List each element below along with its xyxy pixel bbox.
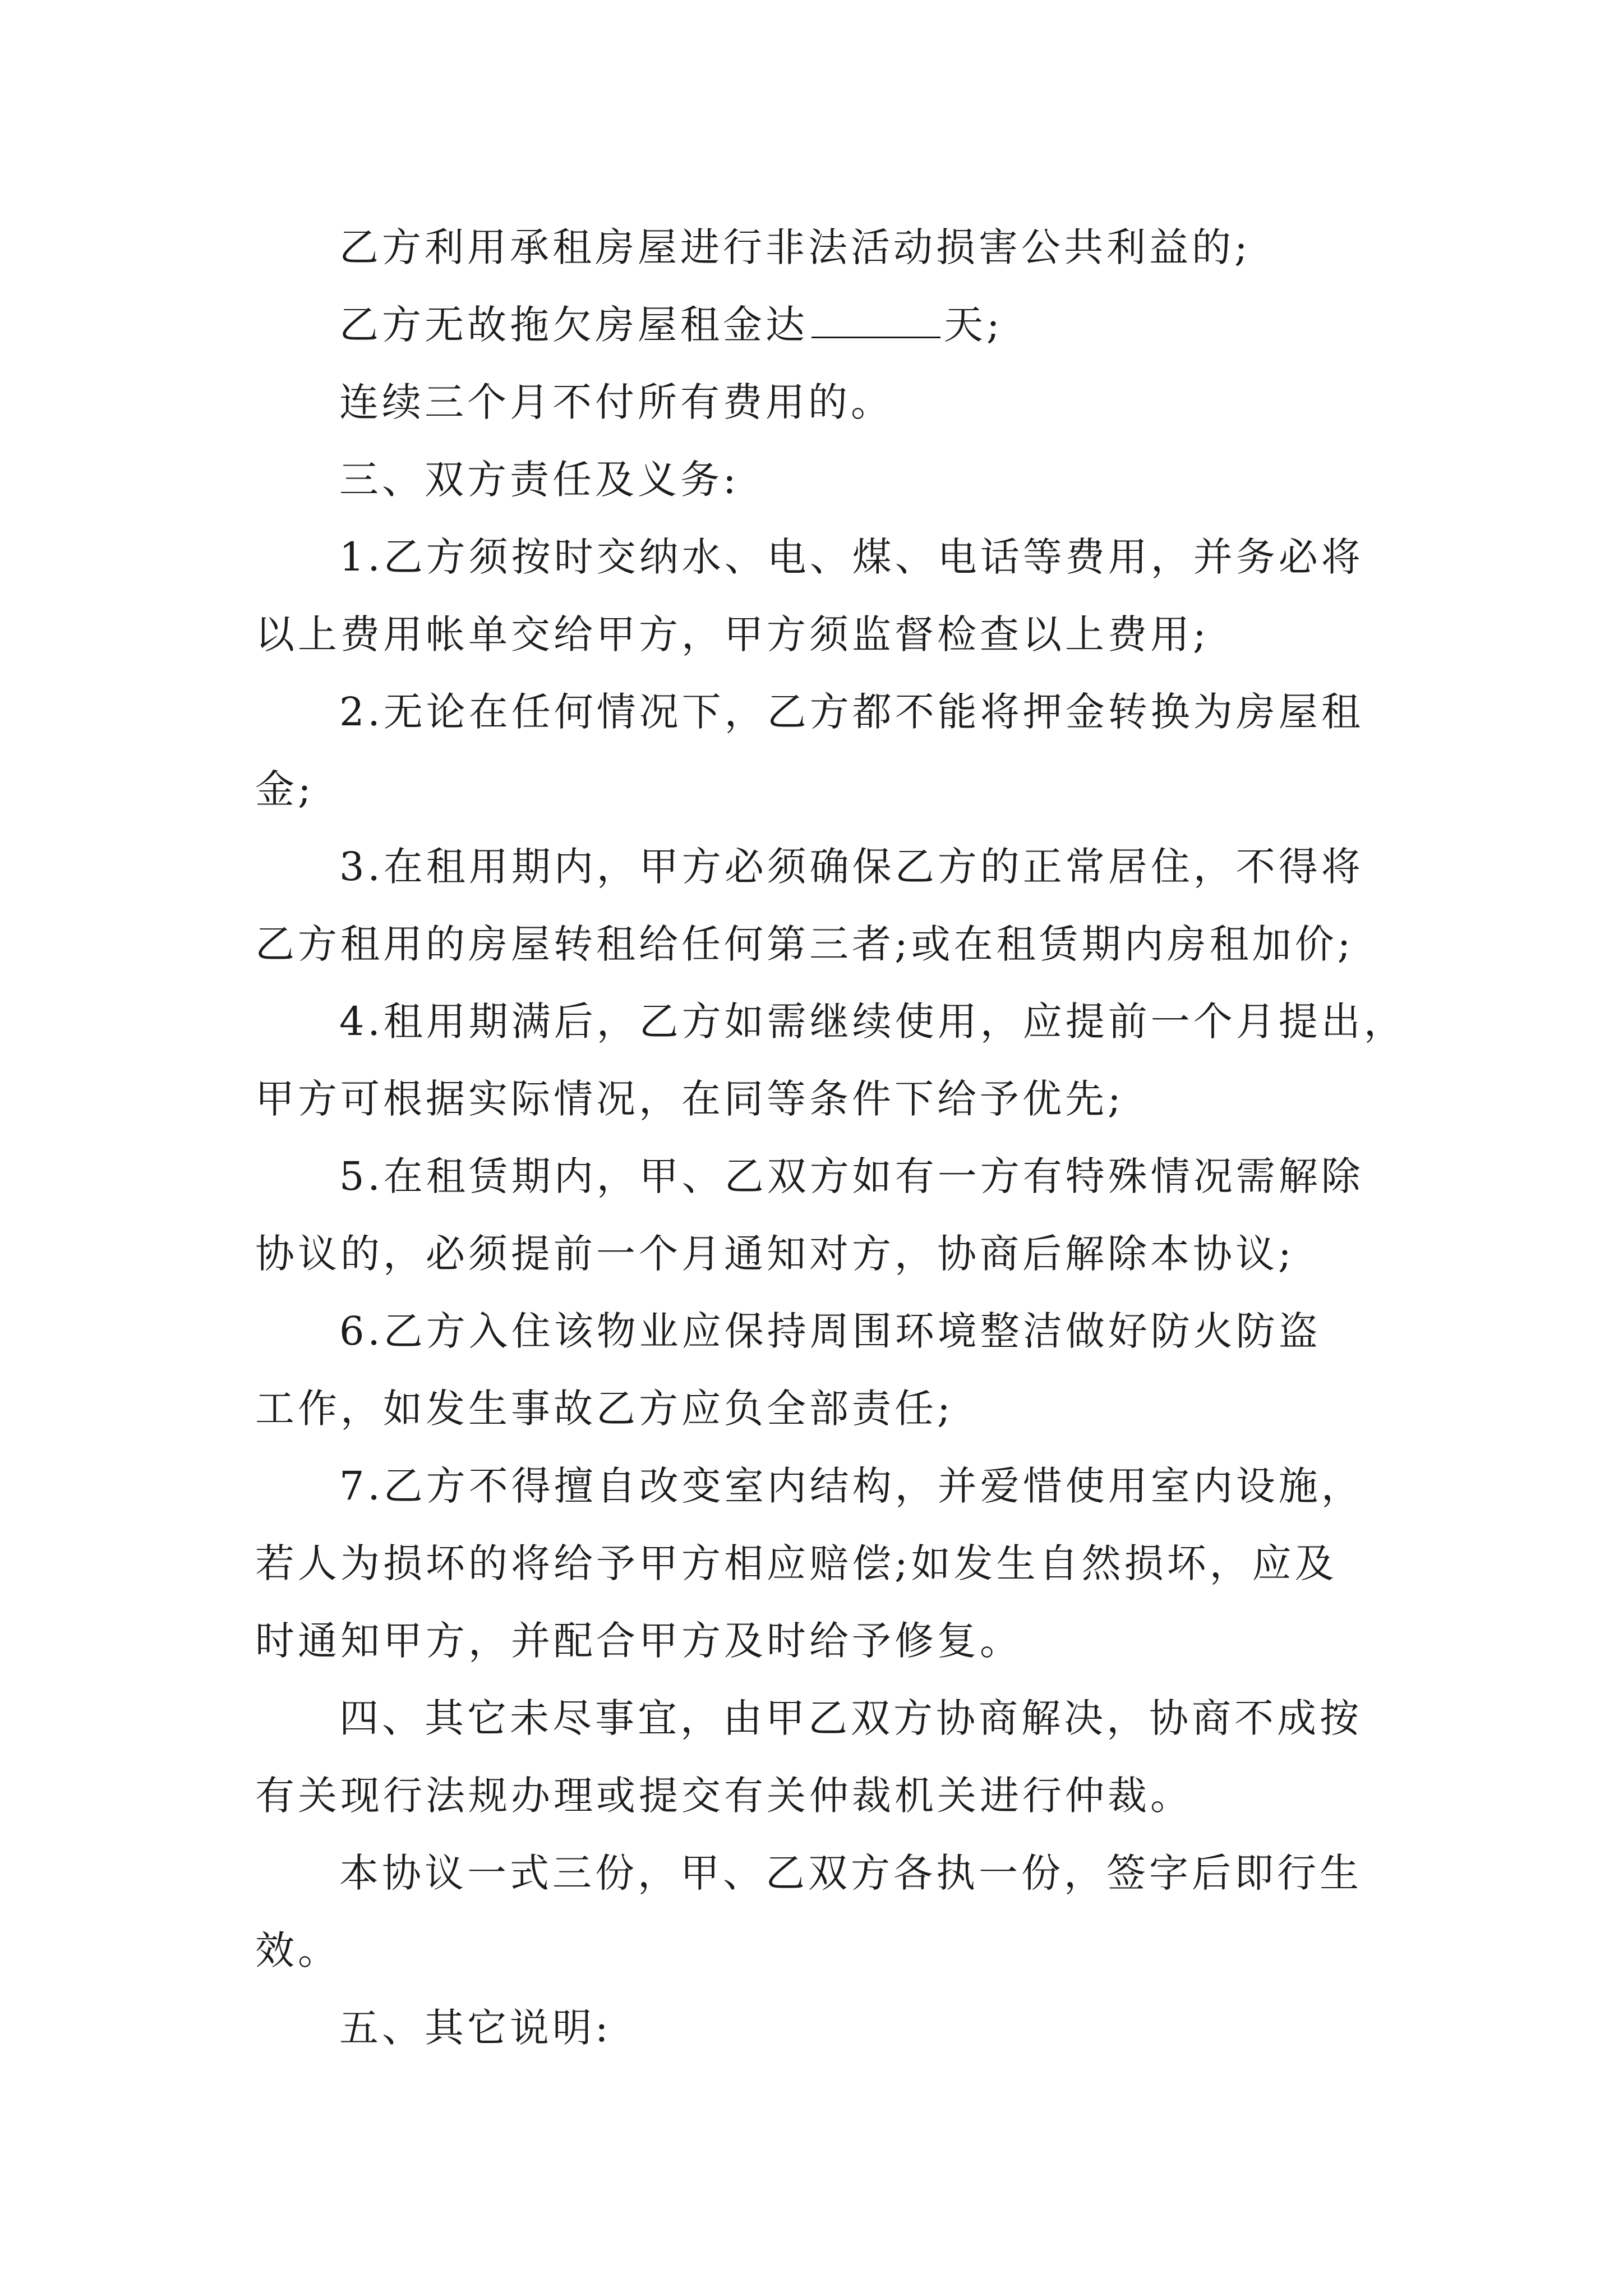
clause-5 xyxy=(255,1138,1382,1292)
text-line: 本协议一式三份，甲、乙双方各执一份，签字后即行生 xyxy=(339,1850,1362,1896)
text-segment: 乙方无故拖欠房屋租金达 xyxy=(339,302,808,348)
text-line: 四、其它未尽事宜，由甲乙双方协商解决，协商不成按 xyxy=(339,1695,1362,1741)
text-line: 协议的，必须提前一个月通知对方，协商后解除本协议; xyxy=(255,1231,1295,1277)
text-line: 效。 xyxy=(255,1927,340,1973)
text-line: 2.无论在任何情况下，乙方都不能将押金转换为房屋租 xyxy=(339,689,1364,735)
text-line: 甲方可根据实际情况，在同等条件下给予优先; xyxy=(255,1076,1124,1122)
agreement-copies-paragraph xyxy=(255,1834,1382,1989)
text-line: 乙方利用承租房屋进行非法活动损害公共利益的; xyxy=(339,224,1251,270)
clause-6 xyxy=(255,1292,1382,1447)
fill-in-blank xyxy=(811,304,940,338)
section-4-other-matters xyxy=(255,1680,1382,1834)
clause-1 xyxy=(255,518,1382,673)
paragraph-rent-arrears xyxy=(255,286,1382,364)
text-line: 3.在租用期内，甲方必须确保乙方的正常居住，不得将 xyxy=(339,844,1364,890)
clause-3 xyxy=(255,828,1382,983)
text-line: 金; xyxy=(255,766,315,812)
text-line: 五、其它说明: xyxy=(339,2005,612,2051)
text-line: 连续三个月不付所有费用的。 xyxy=(339,379,893,425)
text-line: 若人为损坏的将给予甲方相应赔偿;如发生自然损坏，应及 xyxy=(255,1540,1338,1586)
text-line: 5.在租赁期内，甲、乙双方如有一方有特殊情况需解除 xyxy=(339,1153,1364,1199)
paragraph-illegal-activity xyxy=(255,209,1382,286)
text-line: 7.乙方不得擅自改变室内结构，并爱惜使用室内设施， xyxy=(339,1463,1364,1509)
text-line: 4.租用期满后，乙方如需继续使用，应提前一个月提出， xyxy=(339,999,1407,1045)
text-line: 1.乙方须按时交纳水、电、煤、电话等费用，并务必将 xyxy=(339,534,1364,580)
clause-2 xyxy=(255,673,1382,828)
text-line: 乙方租用的房屋转租给任何第三者;或在租赁期内房租加价; xyxy=(255,921,1354,967)
text-line: 时通知甲方，并配合甲方及时给予修复。 xyxy=(255,1618,1022,1664)
paragraph-unpaid-fees xyxy=(255,364,1382,441)
text-line: 工作，如发生事故乙方应负全部责任; xyxy=(255,1386,954,1432)
section-5-heading xyxy=(255,1989,1382,2067)
text-line: 三、双方责任及义务: xyxy=(339,457,740,503)
document-body xyxy=(255,209,1407,2067)
clause-4 xyxy=(255,983,1407,1138)
text-line xyxy=(255,286,1382,364)
text-line: 以上费用帐单交给甲方，甲方须监督检查以上费用; xyxy=(255,611,1210,657)
text-segment: 天; xyxy=(944,302,1003,348)
clause-7 xyxy=(255,1447,1382,1680)
text-line: 有关现行法规办理或提交有关仲裁机关进行仲裁。 xyxy=(255,1773,1193,1819)
text-line: 6.乙方入住该物业应保持周围环境整洁做好防火防盗 xyxy=(339,1308,1321,1354)
section-heading-responsibilities xyxy=(255,441,1382,518)
